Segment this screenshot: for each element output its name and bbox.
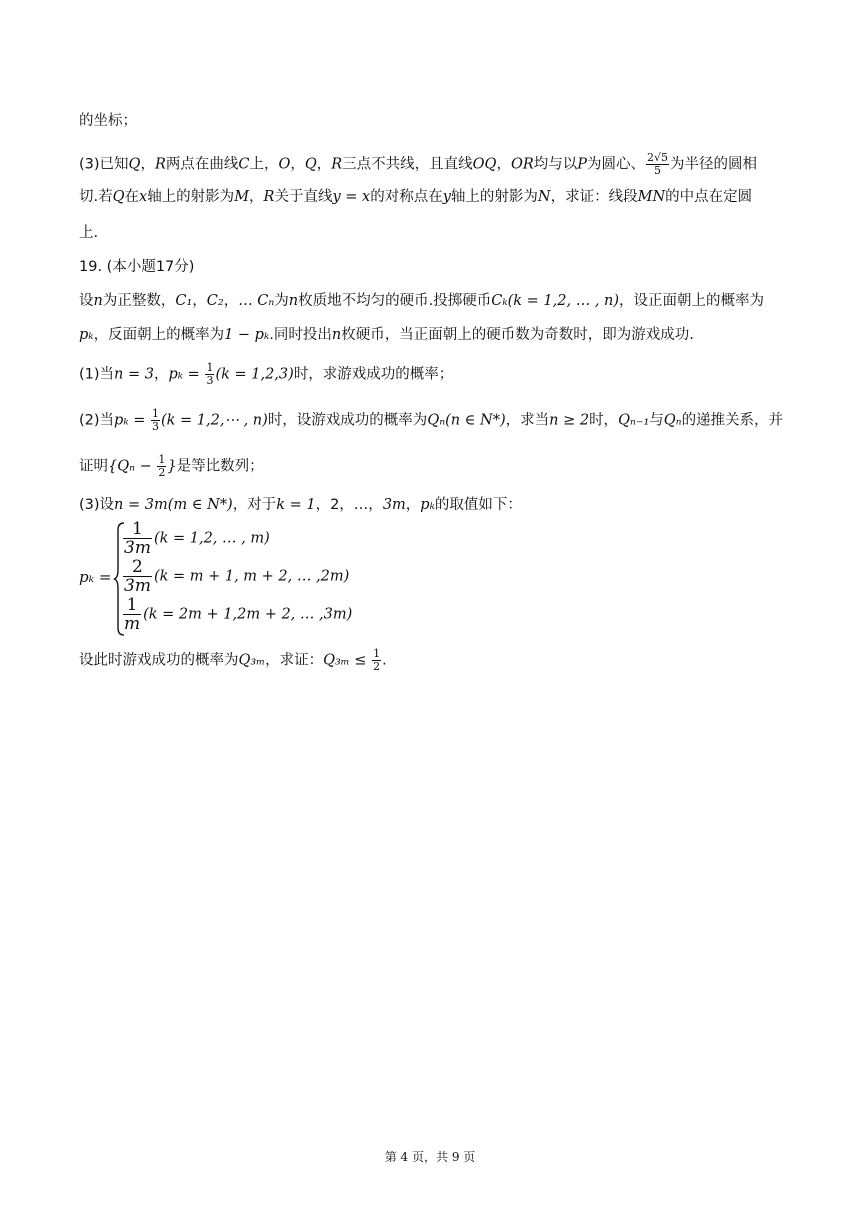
text-line-12: 设此时游戏成功的概率为Q₃ₘ，求证：Q₃ₘ ≤ $\frac{1}{2}$ . (79, 647, 387, 673)
text-line-3: 切.若Q在x轴上的射影为M，R关于直线y = x的对称点在y轴上的射影为N，求证：线段MN的中点在定圆 (79, 189, 753, 205)
piecewise-case-3: $\frac{1}{m}$ (k = 2m + 1,2m + 2, … ,3m) (124, 595, 353, 634)
piecewise-definition (79, 520, 499, 638)
text-line-10: 证明{Qₙ − $\frac{1}{2}$ }是等比数列； (79, 453, 264, 479)
text-line-7: pₖ，反面朝上的概率为1 − pₖ.同时投出n枚硬币，当正面朝上的硬币数为奇数时，即为游戏成功. (79, 327, 694, 343)
text-line-2: (3)已知Q，R两点在曲线C上，O，Q，R三点不共线，且直线OQ，OR均与以P为圆心、 $\frac{2√5}{5}$ 为半径的圆相 (79, 151, 758, 177)
one-half-fraction: $\frac{1}{2}$ (373, 647, 381, 673)
question-19-header: 19. (本小题17分) (79, 259, 195, 275)
text-line-6: 设n为正整数，C₁，C₂，… Cₙ为n枚质地不均匀的硬币.投掷硬币Cₖ(k = 1,2, … , n)，设正面朝上的概率为 (79, 293, 765, 309)
text-line-4: 上. (79, 225, 99, 241)
radius-fraction: $\frac{2√5}{5}$ (647, 151, 669, 177)
page-footer: 第 4 页，共 9 页 (384, 1150, 476, 1164)
piecewise-case-1: $\frac{1}{3m}$ (k = 1,2, … , m) (124, 519, 270, 558)
one-third-fraction: $\frac{1}{3}$ (206, 361, 214, 387)
text-line-1: 的坐标； (79, 113, 137, 129)
piecewise-case-2: $\frac{2}{3m}$ (k = m + 1, m + 2, … ,2m) (124, 557, 350, 596)
text-line-8: (1)当n = 3，pₖ = $\frac{1}{3}$ (k = 1,2,3)时，求游戏成功的概率； (79, 361, 454, 387)
text-line-11: (3)设n = 3m(m ∈ N*)，对于k = 1，2，…，3m，pₖ的取值如下： (79, 497, 522, 513)
one-third-fraction: $\frac{1}{3}$ (152, 407, 159, 433)
text-line-9: (2)当pₖ = $\frac{1}{3}$ (k = 1,2,⋯ , n)时，设游戏成功的概率为Qₙ(n ∈ N*)，求当n ≥ 2时，Qₙ₋₁与Qₙ的递推关系，并 (79, 407, 784, 433)
one-half-fraction: $\frac{1}{2}$ (158, 453, 166, 479)
piecewise-lhs: pₖ = (79, 568, 112, 586)
